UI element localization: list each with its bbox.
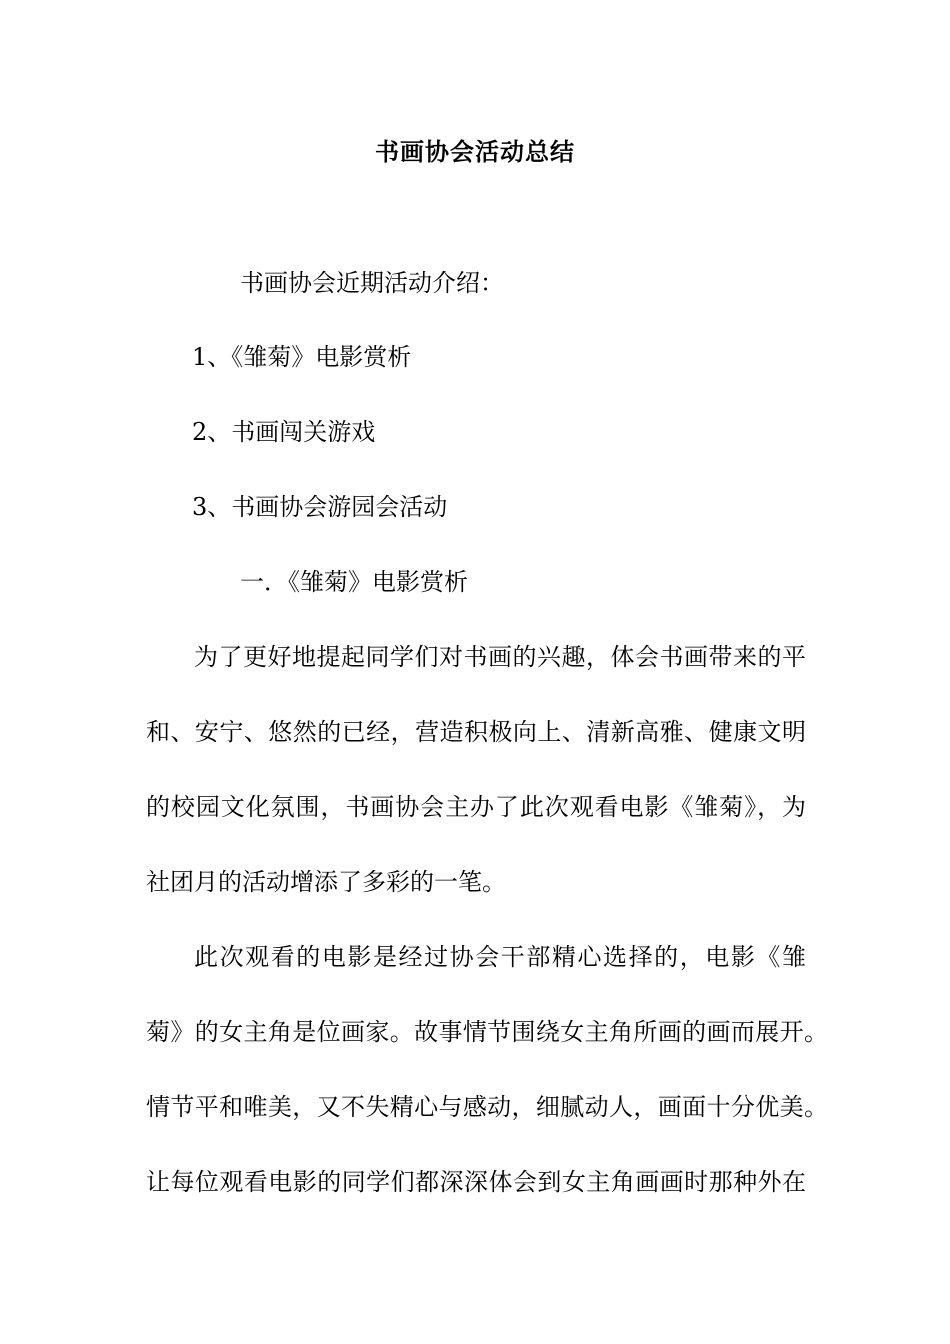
paragraph-1-line-2: 和、安宁、悠然的已经，营造积极向上、清新高雅、健康文明: [146, 718, 806, 746]
paragraph-2-line-1: 此次观看的电影是经过协会干部精心选择的，电影《雏: [194, 943, 806, 971]
list-item-1: 1、《雏菊》电影赏析: [192, 343, 412, 371]
document-title: 书画协会活动总结: [375, 137, 575, 166]
paragraph-1-line-3: 的校园文化氛围，书画协会主办了此次观看电影《雏菊》，为: [146, 793, 806, 821]
paragraph-2-line-2: 菊》的女主角是位画家。故事情节围绕女主角所画的画而展开。: [146, 1018, 828, 1046]
list-item-3: 3、书画协会游园会活动: [192, 493, 448, 521]
list-item-2: 2、书画闯关游戏: [192, 418, 376, 446]
intro-line: 书画协会近期活动介绍：: [240, 269, 504, 297]
paragraph-2-line-4: 让每位观看电影的同学们都深深体会到女主角画画时那种外在: [146, 1168, 806, 1196]
paragraph-2-line-3: 情节平和唯美，又不失精心与感动，细腻动人，画面十分优美。: [146, 1093, 828, 1121]
paragraph-1-line-4: 社团月的活动增添了多彩的一笔。: [146, 868, 506, 896]
section-heading: 一．《雏菊》电影赏析: [240, 568, 468, 596]
paragraph-1-line-1: 为了更好地提起同学们对书画的兴趣，体会书画带来的平: [194, 643, 806, 671]
